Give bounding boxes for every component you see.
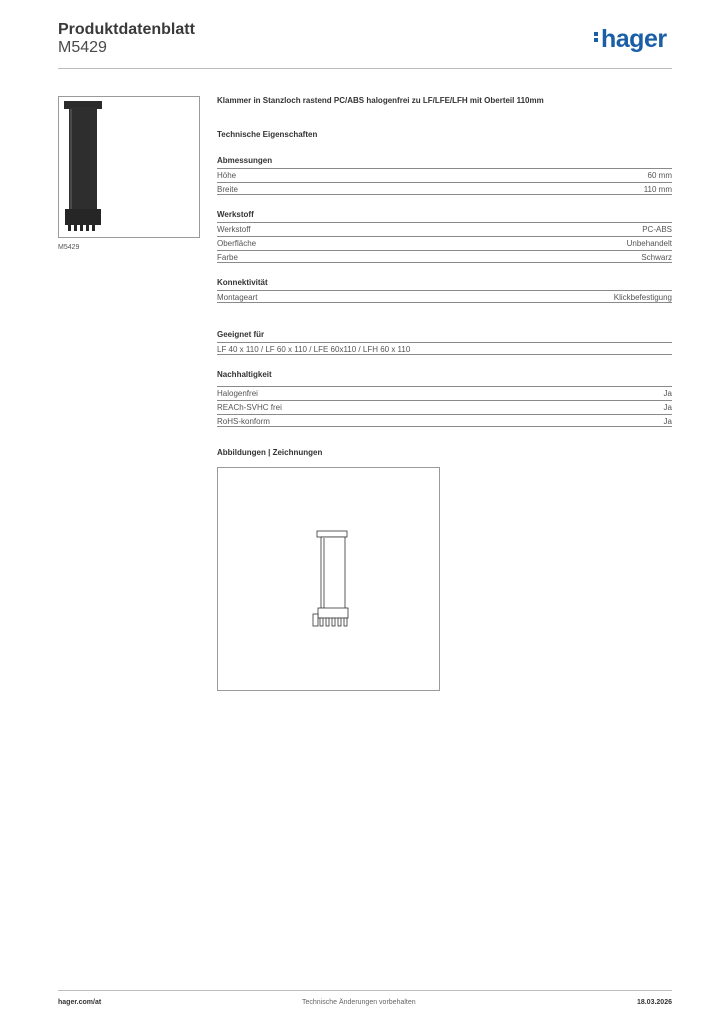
spec-value: Schwarz: [641, 253, 672, 262]
spec-row: [217, 400, 672, 413]
page-title: Produktdatenblatt: [58, 21, 195, 38]
spec-row: [217, 182, 672, 195]
spec-value: PC-ABS: [642, 225, 672, 234]
spec-label: LF 40 x 110 / LF 60 x 110 / LFE 60x110 / LFH 60 x 110: [217, 345, 411, 354]
product-description: Klammer in Stanzloch rastend PC/ABS halogenfrei zu LF/LFE/LFH mit Oberteil 110mm: [217, 96, 544, 105]
tech-heading: Technische Eigenschaften: [217, 130, 318, 139]
spec-row: [217, 342, 672, 355]
clip-drawing-icon: [218, 468, 439, 690]
article-number: M5429: [58, 39, 107, 56]
spec-label: RoHS-konform: [217, 417, 270, 426]
footer-disclaimer: Technische Änderungen vorbehalten: [302, 999, 416, 1006]
footer-website: hager.com/at: [58, 999, 102, 1006]
section-title-nachhaltigkeit: Nachhaltigkeit: [217, 370, 272, 379]
spec-value: Klickbefestigung: [613, 293, 672, 302]
header-divider: [58, 68, 672, 69]
spec-value: 110 mm: [643, 185, 672, 194]
spec-label: REACh-SVHC frei: [217, 403, 282, 412]
spec-label: Halogenfrei: [217, 389, 258, 398]
spec-value: Unbehandelt: [626, 239, 672, 248]
spec-row: [217, 222, 672, 235]
footer-divider: [58, 990, 672, 991]
spec-row: [217, 290, 672, 303]
section-title-konnektivitaet: Konnektivität: [217, 278, 268, 287]
spec-value: Ja: [663, 389, 672, 398]
spec-value: Ja: [663, 403, 672, 412]
brand-logo: [594, 27, 667, 52]
section-title-geeignet: Geeignet für: [217, 330, 265, 339]
logo-text: hager: [601, 25, 667, 53]
spec-label: Werkstoff: [217, 225, 251, 234]
spec-value: Ja: [663, 417, 672, 426]
spec-row: [217, 414, 672, 427]
spec-label: Höhe: [217, 171, 237, 180]
spec-row: [217, 250, 672, 263]
technical-drawing: [217, 467, 440, 691]
logo-dots-icon: [594, 30, 599, 44]
spec-label: Breite: [217, 185, 238, 194]
spec-row: [217, 168, 672, 181]
spec-label: Farbe: [217, 253, 238, 262]
product-clip-icon: [59, 97, 199, 237]
spec-row: [217, 236, 672, 249]
spec-label: Montageart: [217, 293, 258, 302]
spec-value: 60 mm: [647, 171, 672, 180]
section-title-werkstoff: Werkstoff: [217, 210, 254, 219]
spec-label: Oberfläche: [217, 239, 257, 248]
spec-row: [217, 386, 672, 399]
section-title-abmessungen: Abmessungen: [217, 156, 273, 165]
image-caption: M5429: [58, 244, 80, 251]
section-title-abbildungen: Abbildungen | Zeichnungen: [217, 448, 323, 457]
footer-date: 18.03.2026: [636, 999, 672, 1006]
product-image: [58, 96, 200, 238]
